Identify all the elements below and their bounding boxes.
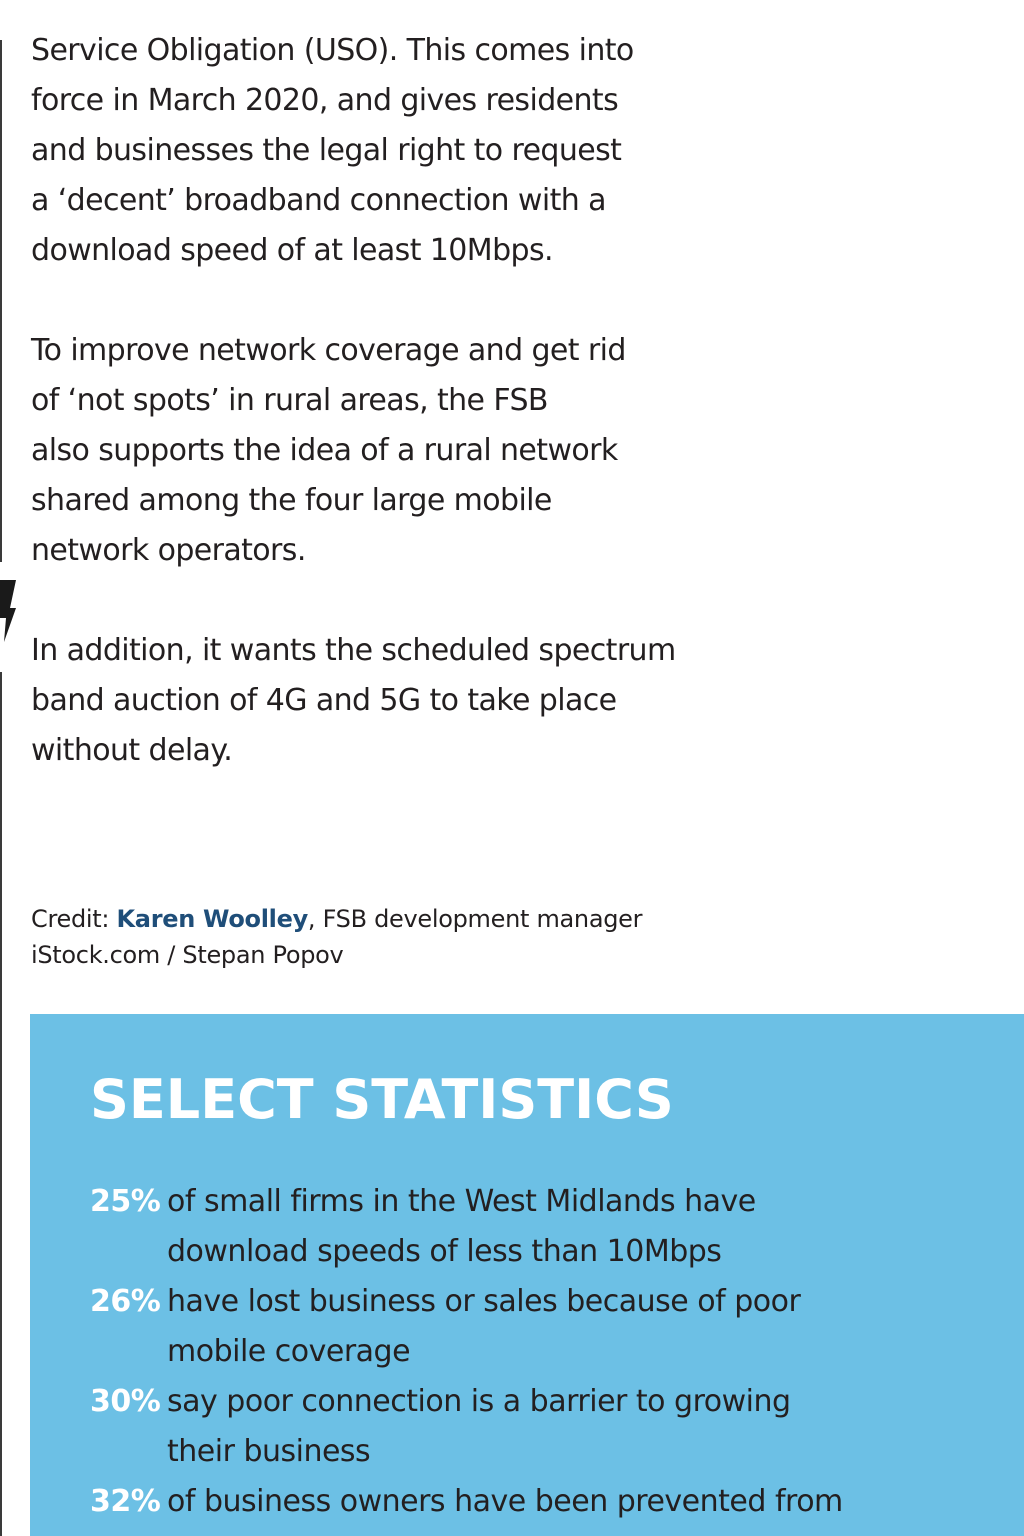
paragraph-rural-network	[31, 326, 731, 576]
text-line: force in March 2020, and gives residents	[31, 83, 619, 118]
photo-credit: iStock.com / Stepan Popov	[31, 941, 344, 969]
paragraph-spectrum-auction	[31, 626, 731, 776]
margin-rule-lower	[0, 672, 2, 1536]
statistic-text: have lost business or sales because of poor	[167, 1284, 801, 1319]
text-line: and businesses the legal right to request	[31, 133, 622, 168]
lightning-bolt-icon	[0, 580, 16, 642]
statistic-percent: 25%	[90, 1184, 161, 1219]
paragraph-uso	[31, 26, 731, 276]
credit-block	[31, 901, 642, 973]
margin-rule	[0, 40, 2, 562]
statistic-item	[90, 1177, 970, 1277]
credit-prefix: Credit:	[31, 905, 117, 933]
text-line: To improve network coverage and get rid	[31, 333, 626, 368]
statistic-item	[90, 1277, 970, 1377]
statistic-percent: 26%	[90, 1284, 161, 1319]
select-statistics-panel	[30, 1014, 1024, 1536]
author-credit	[31, 901, 642, 937]
author-name: Karen Woolley	[116, 905, 308, 933]
text-line: download speed of at least 10Mbps.	[31, 233, 553, 268]
text-line: also supports the idea of a rural network	[31, 433, 618, 468]
statistic-text: their business	[167, 1434, 371, 1469]
statistic-text: mobile coverage	[167, 1334, 411, 1369]
statistic-text: download speeds of less than 10Mbps	[167, 1234, 722, 1269]
statistic-text: of business owners have been prevented from	[167, 1484, 843, 1519]
statistic-text: of small firms in the West Midlands have	[167, 1184, 756, 1219]
statistic-item	[90, 1477, 970, 1527]
text-line: a ‘decent’ broadband connection with a	[31, 183, 606, 218]
statistic-item	[90, 1377, 970, 1477]
text-line: Service Obligation (USO). This comes into	[31, 33, 634, 68]
article-body	[31, 26, 731, 826]
text-line: band auction of 4G and 5G to take place	[31, 683, 617, 718]
statistic-percent: 32%	[90, 1484, 161, 1519]
author-role: , FSB development manager	[307, 905, 643, 933]
text-line: shared among the four large mobile	[31, 483, 552, 518]
text-line: network operators.	[31, 533, 306, 568]
text-line: In addition, it wants the scheduled spectrum	[31, 633, 676, 668]
panel-title: SELECT STATISTICS	[90, 1068, 674, 1131]
text-line: without delay.	[31, 733, 233, 768]
statistics-list	[90, 1177, 970, 1527]
text-line: of ‘not spots’ in rural areas, the FSB	[31, 383, 548, 418]
statistic-percent: 30%	[90, 1384, 161, 1419]
statistic-text: say poor connection is a barrier to growing	[167, 1384, 791, 1419]
